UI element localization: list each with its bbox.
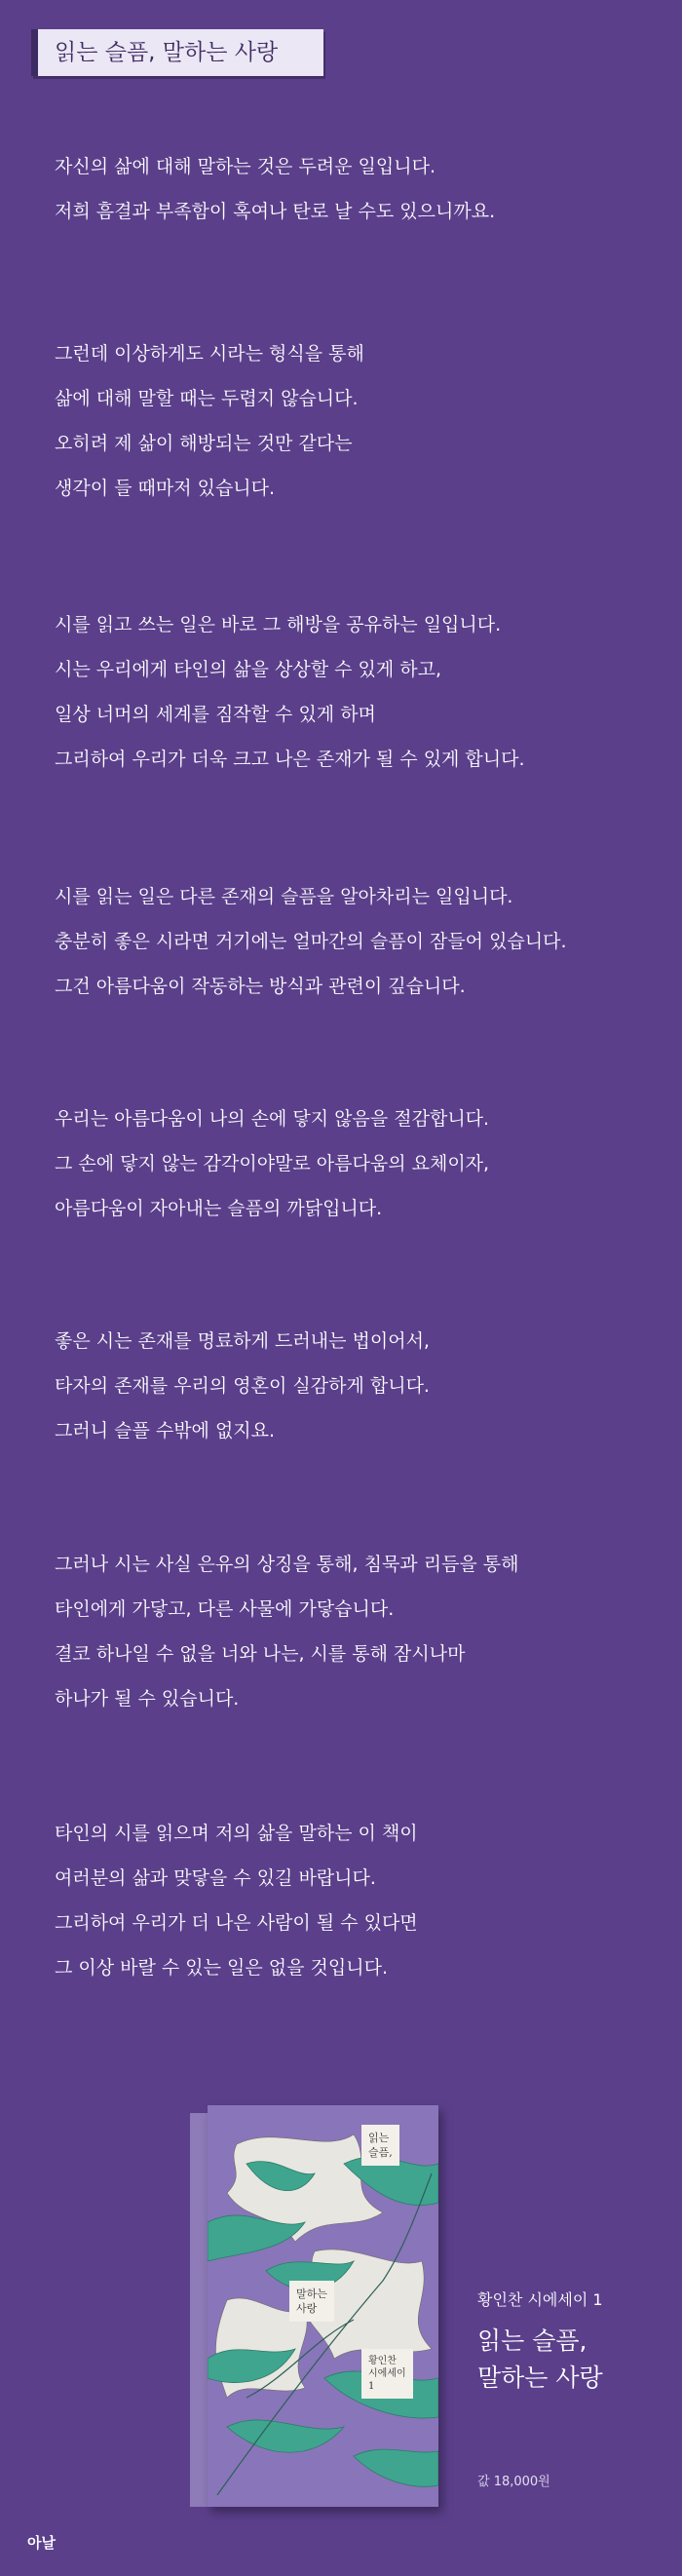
paragraph-line: 자신의 삶에 대해 말하는 것은 두려운 일입니다. bbox=[55, 156, 436, 177]
paragraph-line: 그리하여 우리가 더욱 크고 나은 존재가 될 수 있게 합니다. bbox=[55, 749, 525, 770]
paragraph-2 bbox=[55, 331, 659, 511]
paragraph-line: 충분히 좋은 시라면 거기에는 얼마간의 슬픔이 잠들어 있습니다. bbox=[55, 931, 567, 952]
paragraph-line: 그 이상 바랄 수 있는 일은 없을 것입니다. bbox=[55, 1957, 388, 1979]
paragraph-1 bbox=[55, 144, 659, 234]
paragraph-line: 결코 하나일 수 없을 너와 나는, 시를 통해 잠시나마 bbox=[55, 1643, 466, 1665]
paragraph-line: 저희 흠결과 부족함이 혹여나 탄로 날 수도 있으니까요. bbox=[55, 201, 496, 222]
paragraph-line: 그러나 시는 사실 은유의 상징을 통해, 침묵과 리듬을 통해 bbox=[55, 1554, 519, 1575]
book-title bbox=[477, 2323, 603, 2397]
book-series: 황인찬 시에세이 1 bbox=[477, 2290, 603, 2309]
paragraph-line: 좋은 시는 존재를 명료하게 드러내는 법이어서, bbox=[55, 1330, 430, 1352]
paragraph-line: 그건 아름다움이 작동하는 방식과 관련이 깊습니다. bbox=[55, 976, 466, 997]
paragraph-line: 여러분의 삶과 맞닿을 수 있길 바랍니다. bbox=[55, 1867, 376, 1889]
paragraph-8 bbox=[55, 1811, 659, 1990]
paragraph-line: 아름다움이 자아내는 슬픔의 까닭입니다. bbox=[55, 1198, 383, 1219]
paragraph-line: 시를 읽는 일은 다른 존재의 슬픔을 알아차리는 일입니다. bbox=[55, 886, 513, 907]
book-price: 값 18,000원 bbox=[477, 2475, 550, 2489]
book-title-line: 읽는 슬픔, bbox=[477, 2326, 587, 2355]
paragraph-4 bbox=[55, 874, 659, 1009]
cover-label-line: 시에세이 bbox=[368, 2368, 406, 2379]
paragraph-line: 그리하여 우리가 더 나은 사람이 될 수 있다면 bbox=[55, 1912, 418, 1934]
cover-label-line: 읽는 bbox=[368, 2132, 390, 2144]
paragraph-5 bbox=[55, 1096, 659, 1231]
paragraph-line: 생각이 들 때마저 있습니다. bbox=[55, 478, 276, 499]
paragraph-3 bbox=[55, 602, 659, 782]
paragraph-line: 타인의 시를 읽으며 저의 삶을 말하는 이 책이 bbox=[55, 1823, 418, 1844]
cover-label-line: 사랑 bbox=[296, 2302, 318, 2315]
cover-label-title-1 bbox=[361, 2125, 399, 2166]
paragraph-6 bbox=[55, 1319, 659, 1453]
paragraph-line: 일상 너머의 세계를 짐작할 수 있게 하며 bbox=[55, 704, 376, 725]
paragraph-line: 우리는 아름다움이 나의 손에 닿지 않음을 절감합니다. bbox=[55, 1108, 490, 1130]
paragraph-line: 시는 우리에게 타인의 삶을 상상할 수 있게 하고, bbox=[55, 659, 442, 680]
cover-label-title-2 bbox=[289, 2281, 334, 2322]
paragraph-line: 오히려 제 삶이 해방되는 것만 같다는 bbox=[55, 433, 353, 454]
cover-label-line: 슬픔, bbox=[368, 2146, 393, 2159]
book-cover-image bbox=[190, 2105, 438, 2510]
paragraph-line: 삶에 대해 말할 때는 두렵지 않습니다. bbox=[55, 388, 359, 409]
page-title bbox=[31, 29, 323, 76]
paragraph-line: 그런데 이상하게도 시라는 형식을 통해 bbox=[55, 343, 364, 365]
cover-label-line: 1 bbox=[368, 2381, 375, 2392]
book-title-line: 말하는 사랑 bbox=[477, 2364, 603, 2392]
paragraph-line: 타인에게 가닿고, 다른 사물에 가닿습니다. bbox=[55, 1598, 395, 1620]
paragraph-line: 그 손에 닿지 않는 감각이야말로 아름다움의 요체이자, bbox=[55, 1153, 490, 1174]
cover-label-line: 황인찬 bbox=[368, 2356, 397, 2366]
book-spine bbox=[190, 2113, 208, 2507]
paragraph-7 bbox=[55, 1542, 659, 1721]
paragraph-line: 시를 읽고 쓰는 일은 바로 그 해방을 공유하는 일입니다. bbox=[55, 614, 502, 635]
cover-label-author bbox=[361, 2349, 413, 2399]
book-front-cover bbox=[208, 2105, 438, 2507]
cover-label-line: 말하는 bbox=[296, 2288, 327, 2300]
paragraph-line: 타자의 존재를 우리의 영혼이 실감하게 합니다. bbox=[55, 1375, 430, 1397]
paragraph-line: 하나가 될 수 있습니다. bbox=[55, 1688, 240, 1710]
publisher-logo: 아날 bbox=[27, 2534, 56, 2552]
page-title-text: 읽는 슬픔, 말하는 사랑 bbox=[55, 40, 279, 65]
paragraph-line: 그러니 슬플 수밖에 없지요. bbox=[55, 1420, 276, 1442]
